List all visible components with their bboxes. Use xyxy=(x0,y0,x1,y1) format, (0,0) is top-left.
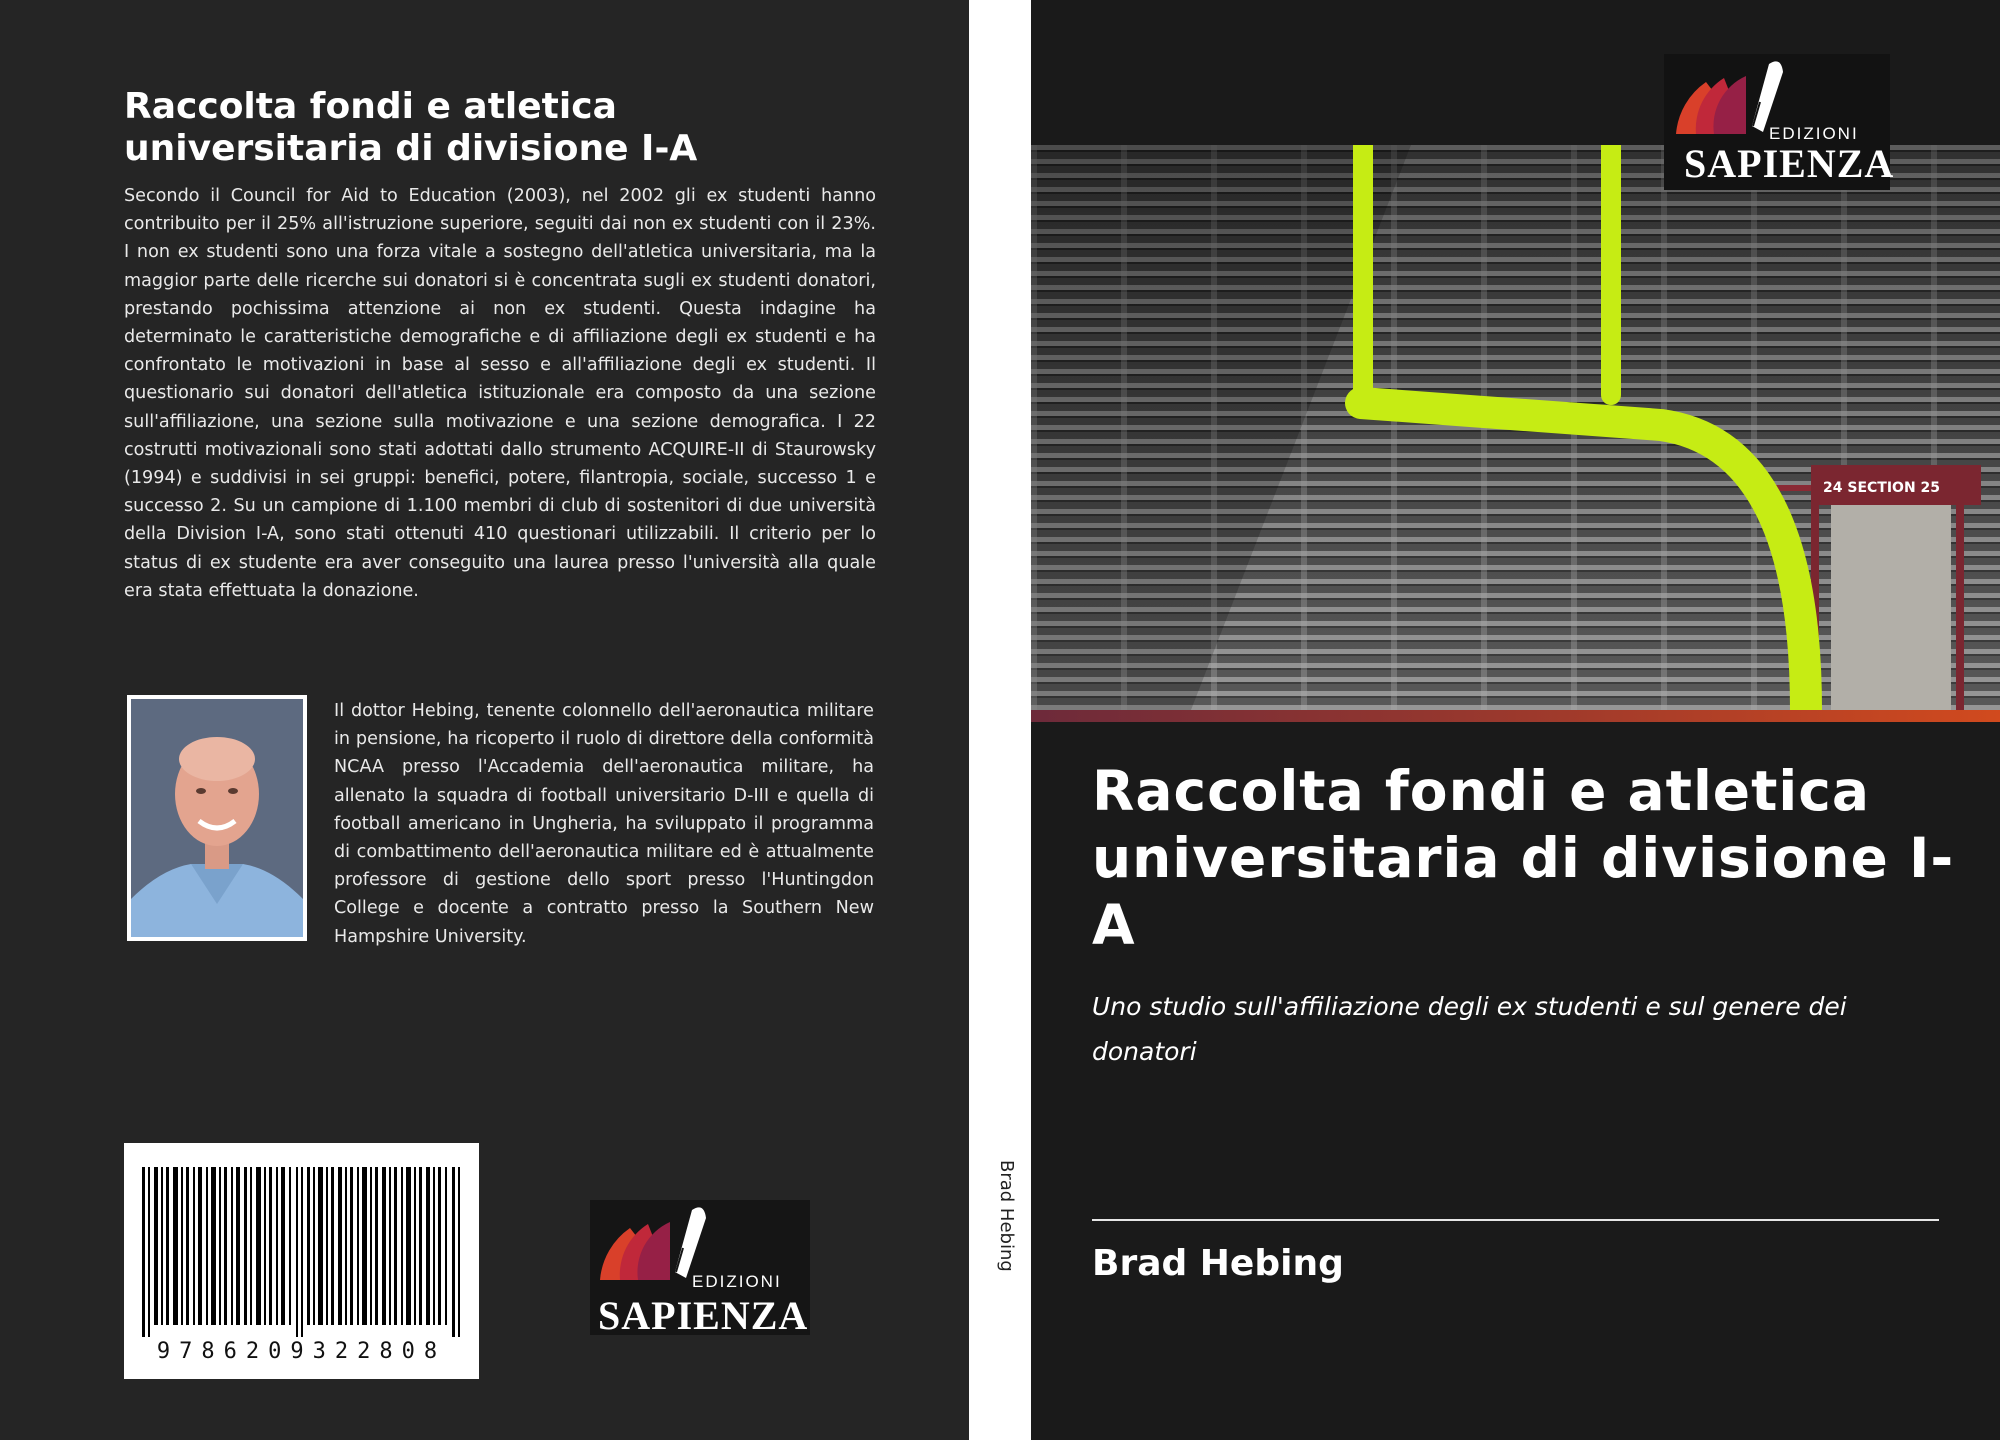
isbn-number: 9786209322808 xyxy=(156,1339,447,1364)
back-cover-title: Raccolta fondi e atletica universitaria di divisione I-A xyxy=(124,86,698,169)
cover-accent-strip xyxy=(1031,710,2000,722)
logo-sapienza-text: SAPIENZA xyxy=(1684,141,1895,186)
author-photo xyxy=(127,695,307,941)
spine-author: Brad Hebing xyxy=(996,1160,1017,1272)
logo-sapienza-text: SAPIENZA xyxy=(598,1293,809,1338)
barcode-bars-graphic xyxy=(140,1167,463,1337)
front-cover-subtitle: Uno studio sull'affiliazione degli ex studenti e sul genere dei donatori xyxy=(1092,992,1847,1066)
front-cover-title: Raccolta fondi e atletica universitaria di divisione I-A xyxy=(1092,759,1955,957)
back-cover xyxy=(0,0,969,1440)
stadium-cover-photo xyxy=(1031,145,2000,710)
back-cover-blurb: Secondo il Council for Aid to Education (2003), nel 2002 gli ex studenti hanno contribuito per il 25% all'istruzione superiore, seguiti dai non ex studenti con il 23%. I non ex studenti sono una forza vitale a sostegno dell'atletica universitaria, ma la maggior parte delle ricerche sui donatori si è concentrata sugli ex studenti donatori, prestando pochissima attenzione ai non ex studenti. Questa indagine ha determinato le caratteristiche demografiche e di affiliazione degli ex studenti e ha confrontato le motivazioni in base al sesso e all'affiliazione degli ex studenti. Il questionario sui donatori dell'atletica istituzionale era composto da una sezione sull'affiliazione, una sezione sulla motivazione e una sezione demografica. I 22 costrutti motivazionali sono stati adottati dallo strumento ACQUIRE-II di Staurowsky (1994) e suddivisi in sei gruppi: benefici, potere, filantropia, sociale, successo 1 e successo 2. Su un campione di 1.100 membri di club di sostenitori di due università della Division I-A, sono stati ottenuti 410 questionari utilizzabili. Il criterio per lo status di ex studente era aver conseguito una laurea presso l'università alla quale era stata effettuata la donazione. xyxy=(124,186,876,601)
logo-edizioni-text: EDIZIONI xyxy=(1769,124,1859,143)
front-cover-divider xyxy=(1092,1219,1939,1221)
isbn-barcode xyxy=(124,1143,479,1379)
logo-edizioni-text: EDIZIONI xyxy=(692,1272,782,1291)
publisher-logo-front xyxy=(1664,54,1895,190)
publisher-logo-back xyxy=(590,1200,810,1338)
author-bio: Il dottor Hebing, tenente colonnello dell'aeronautica militare in pensione, ha ricoperto il ruolo di direttore della conformità NCAA presso l'Accademia dell'aeronautica militare, ha allenato la squadra di football universitario D-III e quella di football americano in Ungheria, ha sviluppato il programma di combattimento dell'aeronautica militare ed è attualmente professore di gestione dello sport presso l'Huntingdon College e docente a contratto presso la Southern New Hampshire University. xyxy=(334,701,874,947)
section-sign-text: 24 SECTION 25 xyxy=(1823,480,1941,496)
author-portrait-image xyxy=(131,699,303,937)
front-cover-author: Brad Hebing xyxy=(1092,1243,1344,1284)
